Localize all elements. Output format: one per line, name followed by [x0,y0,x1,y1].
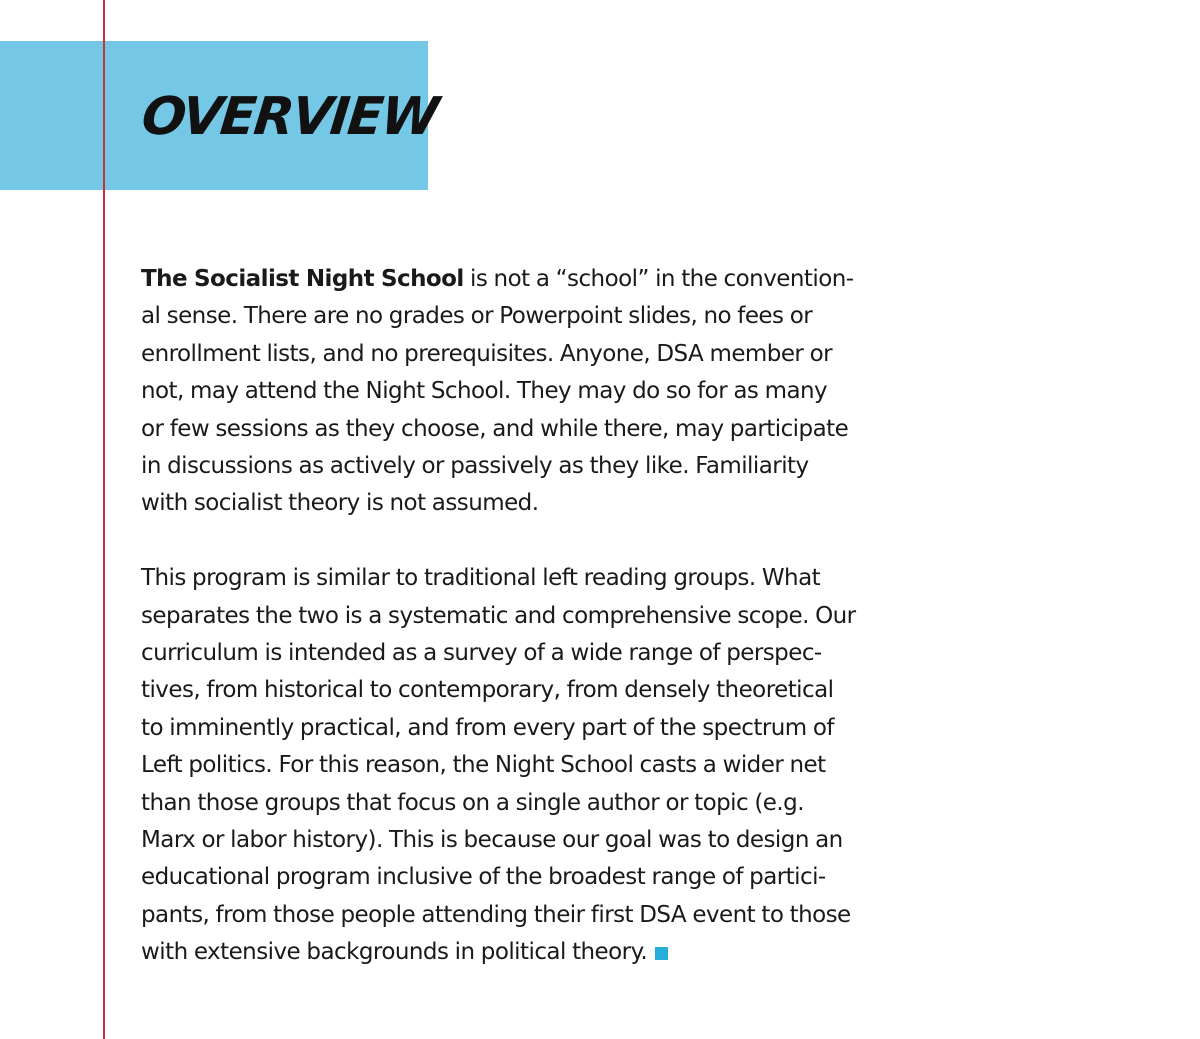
text-line: educational program inclusive of the broadest range of partici- [141,864,826,891]
text-line: tives, from historical to contemporary, from densely theoretical [141,677,834,704]
text-line-fragment: with extensive backgrounds in political theory. [141,939,648,966]
text-line: with socialist theory is not assumed. [141,490,539,517]
end-square-icon [655,947,668,960]
text-line: to imminently practical, and from every part of the spectrum of [141,714,834,741]
text-line-fragment: is not a “school” in the convention- [463,266,854,292]
text-line: pants, from those people attending their first DSA event to those [141,901,851,928]
text-line: This program is similar to traditional left reading groups. What [141,565,821,592]
text-line: Marx or labor history). This is because our goal was to design an [141,827,843,854]
text-line [141,934,881,971]
paragraph-intro [141,261,881,523]
text-line: curriculum is intended as a survey of a wide range of perspec- [141,640,822,667]
text-line: al sense. There are no grades or Powerpoint slides, no fees or [141,303,813,330]
text-line: not, may attend the Night School. They may do so for as many [141,378,828,405]
text-line: than those groups that focus on a single author or topic (e.g. [141,789,804,816]
body-text [141,261,881,1009]
paragraph-program [141,560,881,971]
text-line: in discussions as actively or passively as they like. Familiarity [141,453,809,480]
text-line [141,261,881,298]
text-line: or few sessions as they choose, and while there, may participate [141,415,849,442]
text-line: enrollment lists, and no prerequisites. Anyone, DSA member or [141,340,833,367]
text-line: separates the two is a systematic and comprehensive scope. Our [141,602,856,629]
margin-rule [103,0,105,1039]
text-line: Left politics. For this reason, the Night School casts a wider net [141,752,826,779]
section-title: OVERVIEW [138,87,440,147]
lead-phrase: The Socialist Night School [141,266,464,292]
